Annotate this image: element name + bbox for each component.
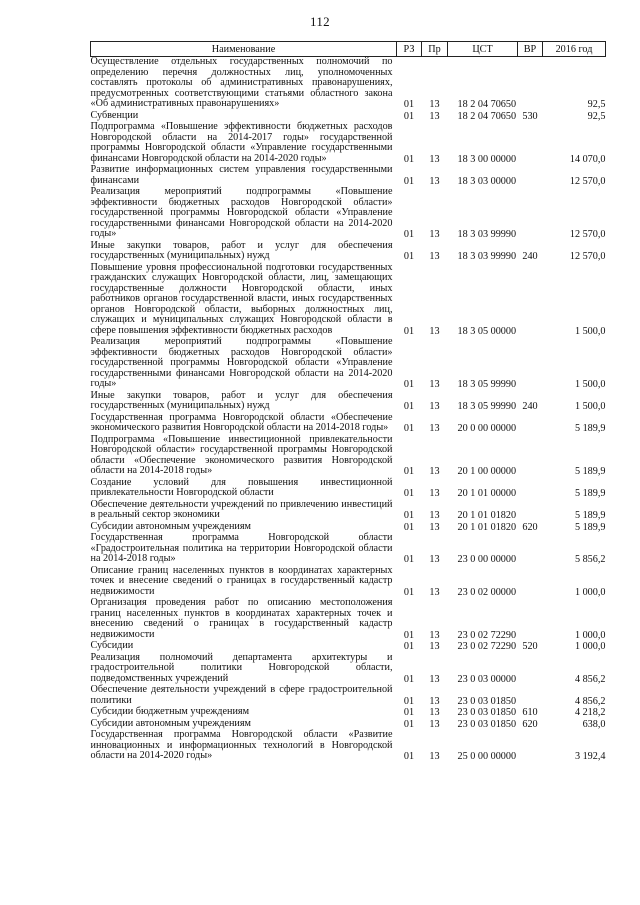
cell-name: Государственная программа Новгородской области «Развитие инновационных и информационных технологий в Новгородской области на 2014-2020 годы» <box>90 729 393 761</box>
table-row <box>91 533 606 566</box>
cell-vr: 530 <box>522 110 538 122</box>
cell-cst: 18 3 05 99990 <box>457 401 517 412</box>
cell-vr <box>518 653 543 686</box>
cell-cst: 23 0 03 00000 <box>457 673 517 685</box>
cell-vr: 620 <box>522 521 538 533</box>
cell-vr: 520 <box>522 641 538 652</box>
cell-pr: 13 <box>429 401 440 412</box>
cell-pr: 13 <box>429 175 440 187</box>
cell-pr: 13 <box>429 673 440 685</box>
cell-vr <box>518 122 543 165</box>
cell-pr: 13 <box>429 695 440 707</box>
cell-amount: 4 856,2 <box>574 695 606 707</box>
cell-cst: 18 3 05 99990 <box>457 379 517 390</box>
table-row <box>91 241 606 263</box>
cell-name: Субсидии автономным учреждениям <box>90 520 251 532</box>
cell-rz: 01 <box>403 673 415 685</box>
cell-pr: 13 <box>429 586 440 598</box>
cell-name: Государственная программа Новгородской области «Обеспечение экономического развития Новгородской области на 2014-2018 годы» <box>90 411 393 433</box>
cell-vr: 610 <box>522 707 538 718</box>
header-pr: Пр <box>422 42 448 57</box>
table-body <box>91 57 606 763</box>
cell-vr <box>518 566 543 599</box>
cell-cst: 23 0 02 72290 <box>457 641 517 652</box>
cell-rz: 01 <box>403 466 415 477</box>
cell-rz: 01 <box>403 707 415 718</box>
table-row <box>91 478 606 500</box>
cell-rz: 01 <box>403 110 415 122</box>
cell-cst: 23 0 00 00000 <box>457 554 517 565</box>
cell-rz: 01 <box>403 175 415 187</box>
table-row <box>91 165 606 187</box>
cell-cst: 20 1 00 00000 <box>457 466 517 477</box>
cell-pr: 13 <box>429 718 440 730</box>
cell-rz: 01 <box>403 629 415 641</box>
cell-amount: 12 570,0 <box>569 175 606 187</box>
cell-name: Обеспечение деятельности учреждений в сфере градостроительной политики <box>90 684 393 706</box>
cell-rz: 01 <box>403 521 415 533</box>
cell-pr: 13 <box>429 707 440 718</box>
cell-rz: 01 <box>403 99 415 110</box>
cell-vr <box>518 598 543 641</box>
cell-cst: 23 0 02 72290 <box>457 629 517 641</box>
cell-name: Повышение уровня профессиональной подготовки государственных гражданских служащих Новгородской области, лиц, замещающих государственные должности Новгородской области, иных работников органов государственной власти, иных государственных органов Новгородской области, выборных должностных лиц, служащих и муниципальных служащих Новгородской области в сфере повышения эффективности бюджетных расходов <box>90 261 393 336</box>
cell-name: Подпрограмма «Повышение инвестиционной привлекательности Новгородской области» государственной программы Новгородской области «Обеспечение экономического развития Новгородской области на 2014-2018 годы» <box>90 433 393 476</box>
cell-name: Подпрограмма «Повышение эффективности бюджетных расходов Новгородской области на 2014-2017 годы» государственной программы Новгородской области «Управление государственными финансами Новгородской области на 2014-2020 годы» <box>90 121 393 164</box>
cell-name: Субсидии бюджетным учреждениям <box>90 706 250 717</box>
header-vr: ВР <box>518 42 543 57</box>
table-row <box>91 413 606 435</box>
cell-pr: 13 <box>429 379 440 390</box>
cell-vr <box>518 165 543 187</box>
cell-name: Иные закупки товаров, работ и услуг для обеспечения государственных (муниципальных) нужд <box>90 239 393 261</box>
cell-amount: 5 189,9 <box>574 510 606 521</box>
cell-name: Реализация мероприятий подпрограммы «Повышение эффективности бюджетных расходов Новгородской области» государственной программы Новгородской области «Управление государственными финансами Новгородской области на 2014-2020 годы» <box>90 336 393 389</box>
cell-pr: 13 <box>429 110 440 122</box>
cell-cst: 20 0 00 00000 <box>457 423 517 434</box>
cell-cst: 18 3 03 99990 <box>457 251 517 262</box>
cell-name: Реализация полномочий департамента архитектуры и градостроительной политики Новгородской области, подведомственных учреждений <box>90 651 393 684</box>
table-row <box>91 598 606 641</box>
cell-vr: 240 <box>522 401 538 412</box>
cell-name: Субсидии автономным учреждениям <box>90 717 251 729</box>
cell-vr <box>518 478 543 500</box>
table-row <box>91 500 606 522</box>
cell-cst: 20 1 01 00000 <box>457 488 517 499</box>
cell-rz: 01 <box>403 401 415 412</box>
cell-cst: 20 1 01 01820 <box>457 510 517 521</box>
table-header <box>91 42 606 57</box>
table-row <box>91 707 606 719</box>
cell-rz: 01 <box>403 695 415 707</box>
cell-amount: 14 070,0 <box>569 153 606 165</box>
cell-name: Создание условий для повышения инвестиционной привлекательности Новгородской области <box>90 476 393 498</box>
cell-amount: 1 000,0 <box>574 629 606 641</box>
cell-vr <box>518 337 543 391</box>
cell-pr: 13 <box>429 325 440 337</box>
cell-cst: 23 0 02 00000 <box>457 586 517 598</box>
cell-amount: 12 570,0 <box>569 229 606 240</box>
cell-amount: 1 000,0 <box>574 641 606 652</box>
cell-vr <box>518 685 543 707</box>
cell-name: Осуществление отдельных государственных полномочий по определению перечня должностных лиц, уполномоченных составлять протоколы об административных правонарушениях, предусмотренных соответствующими статьями областного закона «Об административных правонарушениях» <box>90 56 393 109</box>
cell-cst: 25 0 00 00000 <box>457 751 517 762</box>
cell-vr <box>518 500 543 522</box>
cell-amount: 5 189,9 <box>574 488 606 499</box>
cell-cst: 23 0 03 01850 <box>457 695 517 707</box>
cell-pr: 13 <box>429 423 440 434</box>
cell-rz: 01 <box>403 586 415 598</box>
cell-pr: 13 <box>429 488 440 499</box>
cell-cst: 20 1 01 01820 <box>457 521 517 533</box>
cell-amount: 5 856,2 <box>574 554 606 565</box>
table-row <box>91 641 606 653</box>
table-row <box>91 187 606 241</box>
header-year: 2016 год <box>543 42 606 57</box>
cell-pr: 13 <box>429 466 440 477</box>
cell-pr: 13 <box>429 554 440 565</box>
cell-name: Реализация мероприятий подпрограммы «Повышение эффективности бюджетных расходов Новгородской области» государственной программы Новгородской области «Управление государственными финансами Новгородской области на 2014-2020 годы» <box>90 186 393 239</box>
cell-cst: 18 3 00 00000 <box>457 153 517 165</box>
cell-pr: 13 <box>429 641 440 652</box>
cell-name: Развитие информационных систем управления государственными финансами <box>90 164 393 186</box>
cell-cst: 18 2 04 70650 <box>457 99 517 110</box>
header-name: Наименование <box>91 42 397 57</box>
cell-vr <box>518 435 543 478</box>
cell-vr <box>518 263 543 338</box>
cell-amount: 638,0 <box>582 718 606 730</box>
cell-amount: 1 500,0 <box>574 379 606 390</box>
cell-rz: 01 <box>403 751 415 762</box>
table-row <box>91 685 606 707</box>
table-row <box>91 435 606 478</box>
cell-vr <box>518 413 543 435</box>
table-row <box>91 57 606 111</box>
cell-amount: 5 189,9 <box>574 423 606 434</box>
cell-rz: 01 <box>403 554 415 565</box>
cell-amount: 1 000,0 <box>574 586 606 598</box>
cell-pr: 13 <box>429 751 440 762</box>
cell-rz: 01 <box>403 488 415 499</box>
cell-amount: 1 500,0 <box>574 401 606 412</box>
cell-rz: 01 <box>403 153 415 165</box>
cell-vr <box>518 730 543 763</box>
cell-rz: 01 <box>403 229 415 240</box>
cell-amount: 4 218,2 <box>574 707 606 718</box>
cell-vr <box>518 533 543 566</box>
cell-amount: 92,5 <box>587 99 606 110</box>
cell-amount: 92,5 <box>587 110 606 122</box>
cell-pr: 13 <box>429 99 440 110</box>
cell-vr <box>518 187 543 241</box>
cell-name: Субвенции <box>90 109 139 121</box>
cell-amount: 5 189,9 <box>574 466 606 477</box>
cell-cst: 18 3 03 00000 <box>457 175 517 187</box>
cell-name: Государственная программа Новгородской области «Градостроительная политика на территории Новгородской области на 2014-2018 годы» <box>90 532 393 564</box>
cell-cst: 18 3 05 00000 <box>457 325 517 337</box>
cell-pr: 13 <box>429 251 440 262</box>
cell-amount: 12 570,0 <box>569 251 606 262</box>
cell-cst: 23 0 03 01850 <box>457 718 517 730</box>
cell-amount: 5 189,9 <box>574 521 606 533</box>
table-row <box>91 730 606 763</box>
table-row <box>91 122 606 165</box>
cell-name: Описание границ населенных пунктов в координатах характерных точек и внесение сведений о границах в государственный кадастр недвижимости <box>90 564 393 597</box>
cell-vr <box>518 57 543 111</box>
cell-name: Субсидии <box>90 640 134 651</box>
cell-pr: 13 <box>429 510 440 521</box>
cell-vr: 240 <box>522 251 538 262</box>
cell-name: Обеспечение деятельности учреждений по привлечению инвестиций в реальный сектор экономики <box>90 498 393 520</box>
page-number: 112 <box>310 14 330 29</box>
cell-cst: 18 2 04 70650 <box>457 110 517 122</box>
header-rz: РЗ <box>397 42 422 57</box>
cell-rz: 01 <box>403 379 415 390</box>
cell-name: Организация проведения работ по описанию местоположения границ населенных пунктов в координатах характерных точек и внесению сведений о границах в государственный кадастр недвижимости <box>90 597 393 640</box>
budget-table <box>90 41 606 763</box>
cell-rz: 01 <box>403 251 415 262</box>
table-row <box>91 653 606 686</box>
cell-pr: 13 <box>429 153 440 165</box>
cell-vr: 620 <box>522 718 538 730</box>
table-row <box>91 566 606 599</box>
cell-pr: 13 <box>429 521 440 533</box>
cell-rz: 01 <box>403 718 415 730</box>
header-cst: ЦСТ <box>448 42 518 57</box>
cell-pr: 13 <box>429 629 440 641</box>
cell-name: Иные закупки товаров, работ и услуг для обеспечения государственных (муниципальных) нужд <box>90 389 393 411</box>
cell-rz: 01 <box>403 510 415 521</box>
cell-pr: 13 <box>429 229 440 240</box>
cell-amount: 3 192,4 <box>574 751 606 762</box>
cell-amount: 1 500,0 <box>574 325 606 337</box>
table-row <box>91 263 606 338</box>
cell-cst: 18 3 03 99990 <box>457 229 517 240</box>
cell-amount: 4 856,2 <box>574 673 606 685</box>
table-row <box>91 337 606 391</box>
cell-cst: 23 0 03 01850 <box>457 707 517 718</box>
cell-rz: 01 <box>403 325 415 337</box>
table-row <box>91 391 606 413</box>
cell-rz: 01 <box>403 641 415 652</box>
cell-rz: 01 <box>403 423 415 434</box>
